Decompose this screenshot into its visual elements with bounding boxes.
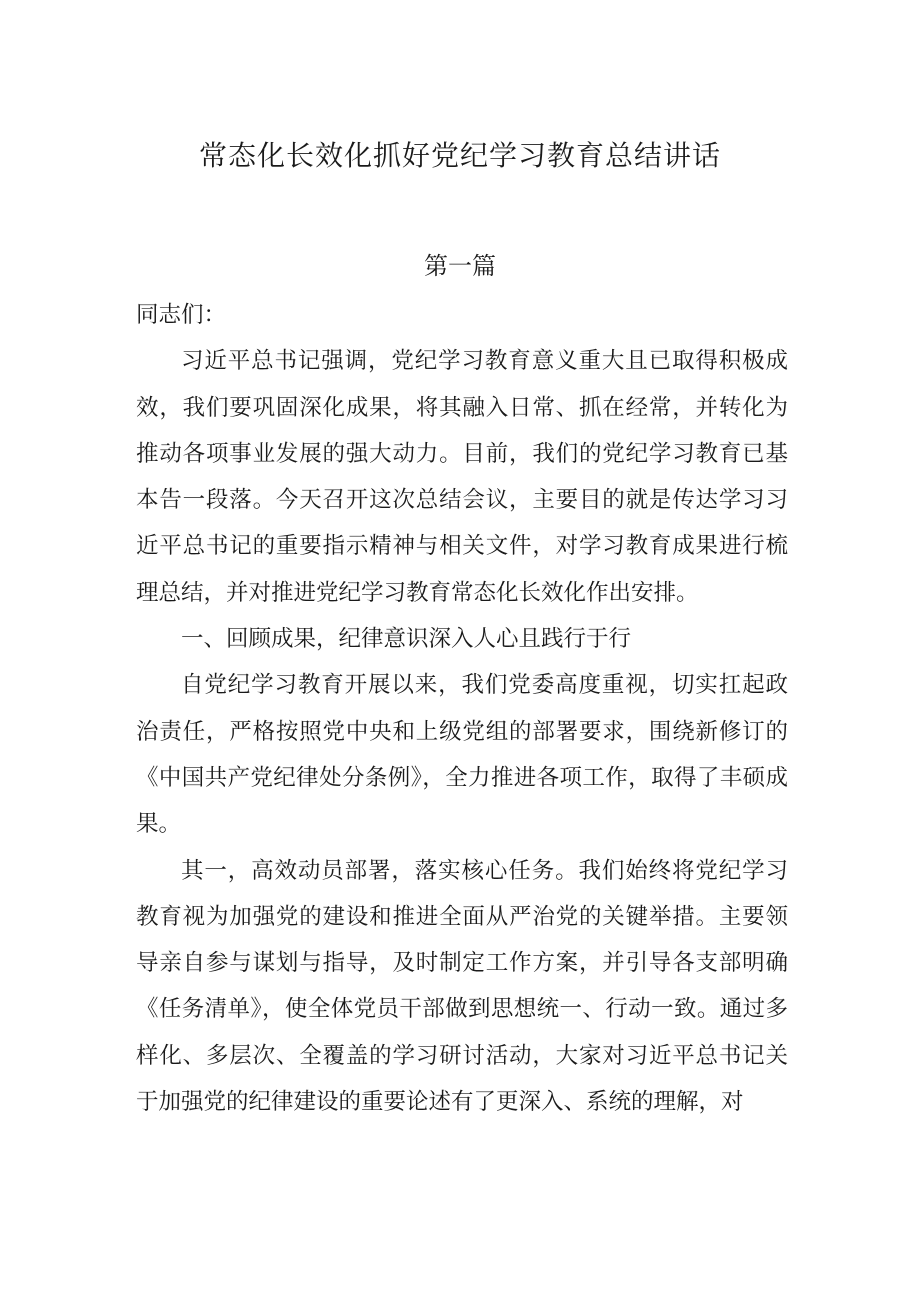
paragraph-point-1: 其一，高效动员部署，落实核心任务。我们始终将党纪学习教育视为加强党的建设和推进全面从严治党的关键举措。主要领导亲自参与谋划与指导，及时制定工作方案，并引导各支部明确《任务清单》，使全体党员干部做到思想统一、行动一致。通过多样化、多层次、全覆盖的学习研讨活动，大家对习近平总书记关于加强党的纪律建设的重要论述有了更深入、系统的理解，对 [136, 857, 788, 1116]
paragraph-review: 自党纪学习教育开展以来，我们党委高度重视，切实扛起政治责任，严格按照党中央和上级党组的部署要求，围绕新修订的《中国共产党纪律处分条例》，全力推进各项工作，取得了丰硕成果。 [136, 672, 788, 838]
salutation: 同志们： [136, 302, 227, 328]
paragraph-intro: 习近平总书记强调，党纪学习教育意义重大且已取得积极成效，我们要巩固深化成果，将其融入日常、抓在经常，并转化为推动各项事业发展的强大动力。目前，我们的党纪学习教育已基本告一段落。今天召开这次总结会议，主要目的就是传达学习习近平总书记的重要指示精神与相关文件，对学习教育成果进行梳理总结，并对推进党纪学习教育常态化长效化作出安排。 [136, 348, 788, 606]
section-heading-1: 一、回顾成果，纪律意识深入人心且践行于行 [181, 626, 632, 653]
document-subtitle: 第一篇 [424, 252, 496, 280]
document-title: 常态化长效化抓好党纪学习教育总结讲话 [198, 139, 721, 172]
document-body [136, 292, 788, 1125]
